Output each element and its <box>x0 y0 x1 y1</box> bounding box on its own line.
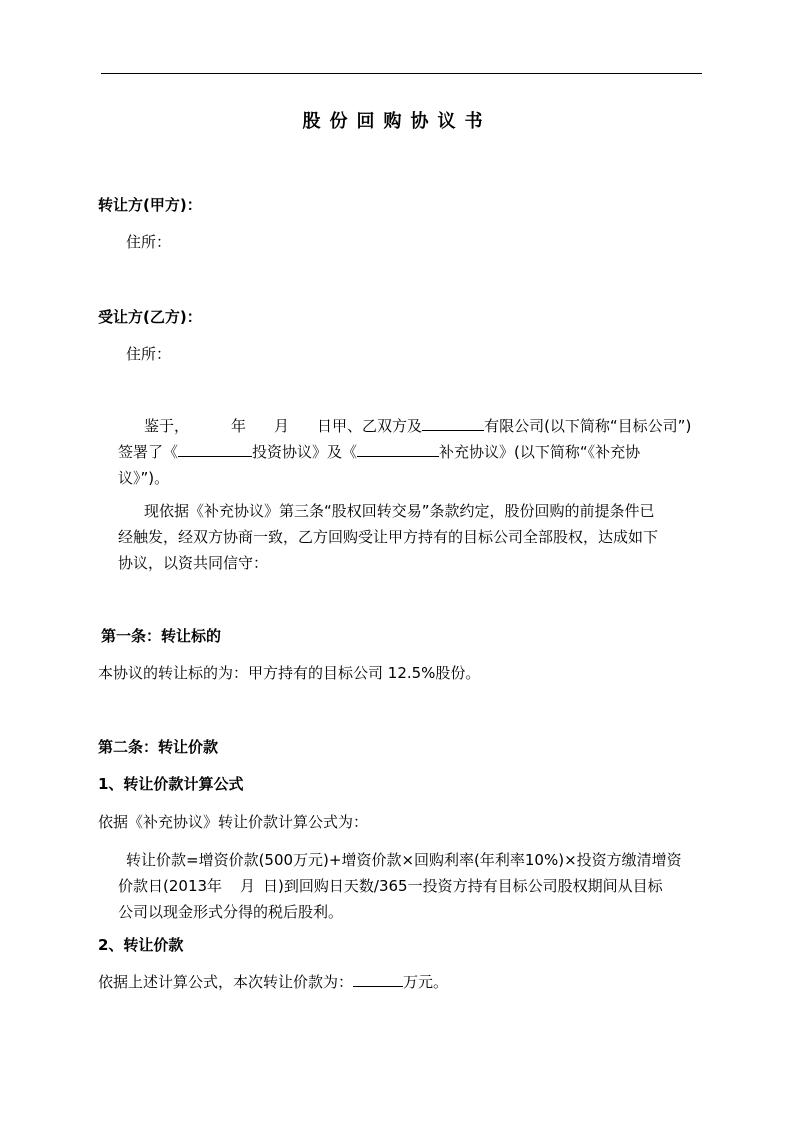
company-name-blank <box>422 414 484 431</box>
document-title: 股份回购协议书 <box>302 111 492 132</box>
preamble-supplementary-agreement: 补充协议》(以下简称“《补充协 <box>439 443 641 461</box>
party-a-address-label: 住所： <box>126 233 172 251</box>
preamble-year: 年 <box>231 417 247 435</box>
preamble-paragraph-1 <box>118 413 708 491</box>
preamble-p2-line-1: 现依据《补充协议》第三条“股权回转交易”条款约定，股份回购的前提条件已 <box>144 502 655 520</box>
formula-day-rest: 日)到回购日天数/365一投资方持有目标公司股权期间从目标 <box>263 877 663 895</box>
pricing-formula <box>118 847 708 925</box>
article-2-heading: 第二条：转让价款 <box>98 738 219 756</box>
transfer-price-unit: 万元。 <box>403 973 449 991</box>
formula-line-1: 转让价款=增资价款(500万元)+增资价款×回购利率(年利率10%)×投资方缴清增资 <box>126 851 682 869</box>
header-rule <box>101 73 702 74</box>
preamble-month: 月 <box>274 417 290 435</box>
preamble-investment-agreement: 投资协议》及《 <box>252 443 358 461</box>
preamble-line-3: 议》”)。 <box>118 469 170 487</box>
preamble-p2-line-3: 协议，以资共同信守： <box>118 554 269 572</box>
transfer-price-prefix: 依据上述计算公式，本次转让价款为： <box>98 973 354 991</box>
preamble-signed: 签署了《 <box>118 443 179 461</box>
article-1-heading: 第一条：转让标的 <box>101 627 222 645</box>
transfer-price-blank <box>353 970 403 987</box>
article-2-sub1-intro: 依据《补充协议》转让价款计算公式为： <box>98 813 369 831</box>
formula-line-3: 公司以现金形式分得的税后股利。 <box>118 903 344 921</box>
preamble-day-parties: 日甲、乙双方及 <box>317 417 423 435</box>
party-a-label: 转让方(甲方)： <box>98 196 202 214</box>
preamble-company: 有限公司(以下简称“目标公司”) <box>484 417 692 435</box>
party-b-label: 受让方(乙方)： <box>98 308 202 326</box>
article-2-sub2-heading: 2、转让价款 <box>98 936 184 954</box>
article-2-sub1-heading: 1、转让价款计算公式 <box>98 775 244 793</box>
preamble-paragraph-2 <box>118 498 708 576</box>
party-b-address-label: 住所： <box>126 345 172 363</box>
investment-agreement-blank <box>178 440 252 457</box>
preamble-whereas: 鉴于， <box>144 417 190 435</box>
preamble-p2-line-2: 经触发，经双方协商一致，乙方回购受让甲方持有的目标公司全部股权，达成如下 <box>118 528 659 546</box>
article-2-sub2-text <box>98 970 448 993</box>
supplementary-agreement-blank <box>357 440 439 457</box>
formula-date-prefix: 价款日(2013年 <box>118 877 223 895</box>
article-1-text: 本协议的转让标的为：甲方持有的目标公司 12.5%股份。 <box>98 664 481 682</box>
formula-month: 月 <box>240 877 256 895</box>
